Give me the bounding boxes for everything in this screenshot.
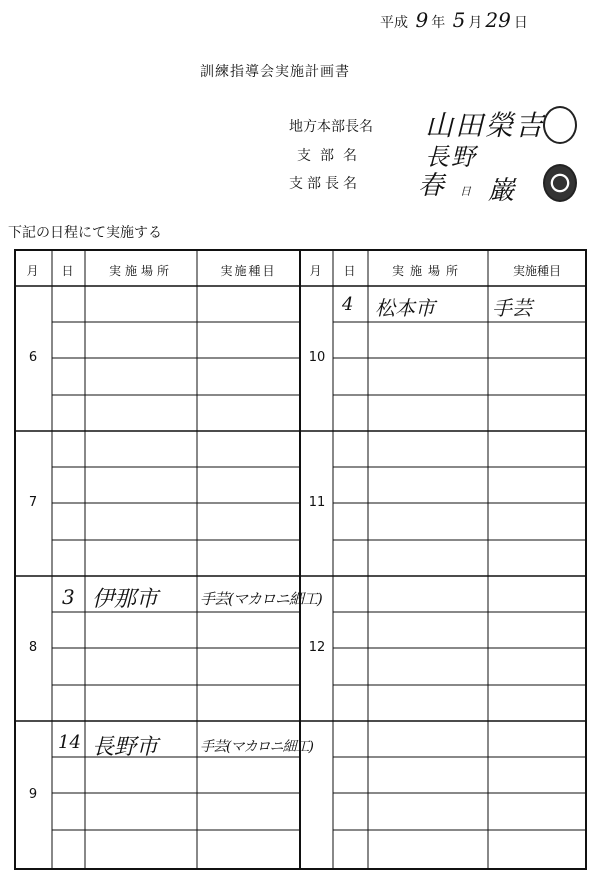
entry-item: 手芸(マカロニ細工) [200, 590, 322, 608]
month-label: 9 [28, 787, 38, 802]
entry-day: 14 [58, 732, 81, 753]
region-head-label: 地方本部長名 [289, 119, 373, 135]
branch-head-signature-part3: 巌 [488, 176, 515, 206]
header-place-right: 実施場所 [391, 264, 464, 278]
entry-place: 伊那市 [92, 587, 159, 612]
month-label: 11 [308, 495, 326, 510]
month-label: 8 [28, 640, 38, 655]
entry-item: 手芸(マカロニ細工) [200, 739, 313, 755]
entry-item: 手芸 [492, 296, 532, 320]
header-day-right: 日 [343, 264, 358, 278]
header-item-right: 実施種目 [512, 264, 561, 278]
month-label: 12 [308, 640, 326, 655]
branch-head-signature-part1: 春 [418, 171, 445, 201]
header-item-left: 実施種目 [220, 264, 277, 278]
header-place-left: 実施場所 [108, 264, 173, 278]
date-month: 5 [452, 8, 466, 32]
header-day-left: 日 [61, 264, 76, 278]
date-day: 29 [485, 8, 511, 32]
date-year-suffix: 年 [431, 15, 446, 31]
branch-head-label: 支部長名 [289, 176, 361, 192]
entry-day: 4 [342, 294, 354, 315]
header-month-left: 月 [26, 264, 41, 278]
date-day-suffix: 日 [513, 15, 528, 31]
entry-place: 松本市 [375, 296, 435, 320]
entry-place: 長野市 [92, 735, 159, 760]
date-era: 平成 [380, 15, 408, 31]
date-month-suffix: 月 [468, 15, 483, 31]
branch-head-signature-part2: 日 [460, 185, 471, 198]
intro-text: 下記の日程にて実施する [8, 225, 162, 241]
month-label: 7 [28, 495, 38, 510]
header-month-right: 月 [309, 264, 324, 278]
region-head-signature: 山田榮吉 [425, 109, 546, 142]
month-label: 6 [28, 350, 38, 365]
entry-day: 3 [62, 585, 75, 609]
branch-name-handwritten: 長野 [425, 143, 477, 171]
month-label: 10 [308, 350, 326, 365]
branch-label: 支部名 [297, 148, 366, 164]
date-year: 9 [415, 8, 429, 32]
document-title: 訓練指導会実施計画書 [200, 64, 350, 80]
